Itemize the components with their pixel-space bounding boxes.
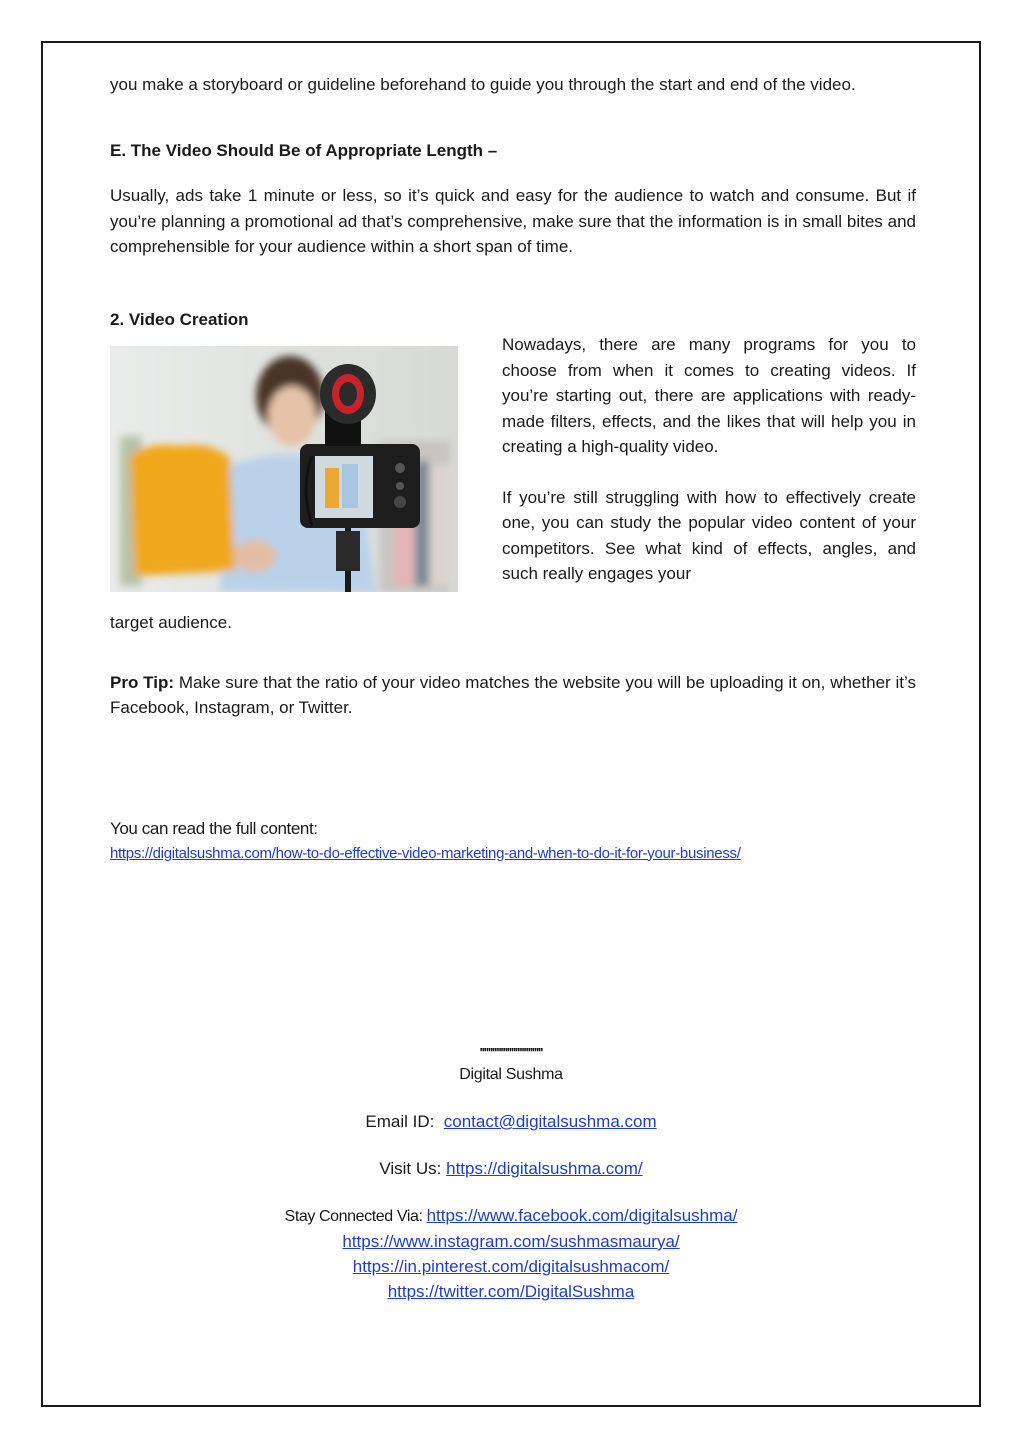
section-2-heading: 2. Video Creation [110,309,249,329]
footer-separator: '''''''''''''''''''''''''''''' [479,1045,543,1060]
contact-footer [41,1044,981,1304]
visit-label: Visit Us: [379,1159,447,1178]
read-more-label: You can read the full content: [110,818,318,838]
pro-tip-label: Pro Tip: [110,672,175,692]
twitter-link[interactable]: https://twitter.com/DigitalSushma [387,1282,635,1301]
facebook-link[interactable]: https://www.facebook.com/digitalsushma/ [426,1206,738,1225]
pro-tip-text: Make sure that the ratio of your video matches the website you will be uploading it on, whether it’s Facebook, Instagram, or Twitter. [110,672,916,717]
read-more-link[interactable]: https://digitalsushma.com/how-to-do-effective-video-marketing-and-when-to-do-it-for-your-business/ [110,844,741,862]
footer-brand: Digital Sushma [459,1066,563,1083]
website-link[interactable]: https://digitalsushma.com/ [446,1159,643,1178]
video-creation-paragraph-2: If you’re still struggling with how to effectively create one, you can study the popular video content of your competitors. See what kind of effects, angles, and such really engages your [502,487,916,583]
email-link[interactable]: contact@digitalsushma.com [443,1112,657,1131]
stay-connected-label: Stay Connected Via: [284,1208,427,1225]
article-body [110,72,916,866]
visit-row [41,1156,981,1181]
section-e-heading: E. The Video Should Be of Appropriate Length – [110,140,498,160]
read-more-block [110,817,916,866]
pinterest-link[interactable]: https://in.pinterest.com/digitalsushmacom/ [352,1257,670,1276]
video-creation-text [502,332,916,587]
section-e-paragraph: Usually, ads take 1 minute or less, so it’s quick and easy for the audience to watch and consume. But if you’re planning a promotional ad that’s comprehensive, make sure that the information is in small bites and comprehensible for your audience within a short span of time. [110,186,916,256]
email-label: Email ID: [365,1112,444,1131]
stay-connected-row [41,1203,981,1229]
video-creation-paragraph-2-tail: target audience. [110,613,232,632]
email-row [41,1109,981,1134]
video-creation-paragraph-1: Nowadays, there are many programs for you to choose from when it comes to creating videos. If you’re starting out, there are applications with ready-made filters, effects, and the likes that will help you in creating a high-quality video. [502,335,916,456]
instagram-link[interactable]: https://www.instagram.com/sushmasmaurya/ [342,1232,680,1251]
camera-photo-illustration [110,346,458,592]
vlogger-camera-photo [110,346,458,592]
video-creation-block [110,332,916,612]
pro-tip-paragraph [110,670,916,721]
intro-paragraph-tail: you make a storyboard or guideline beforehand to guide you through the start and end of the video. [110,75,856,94]
